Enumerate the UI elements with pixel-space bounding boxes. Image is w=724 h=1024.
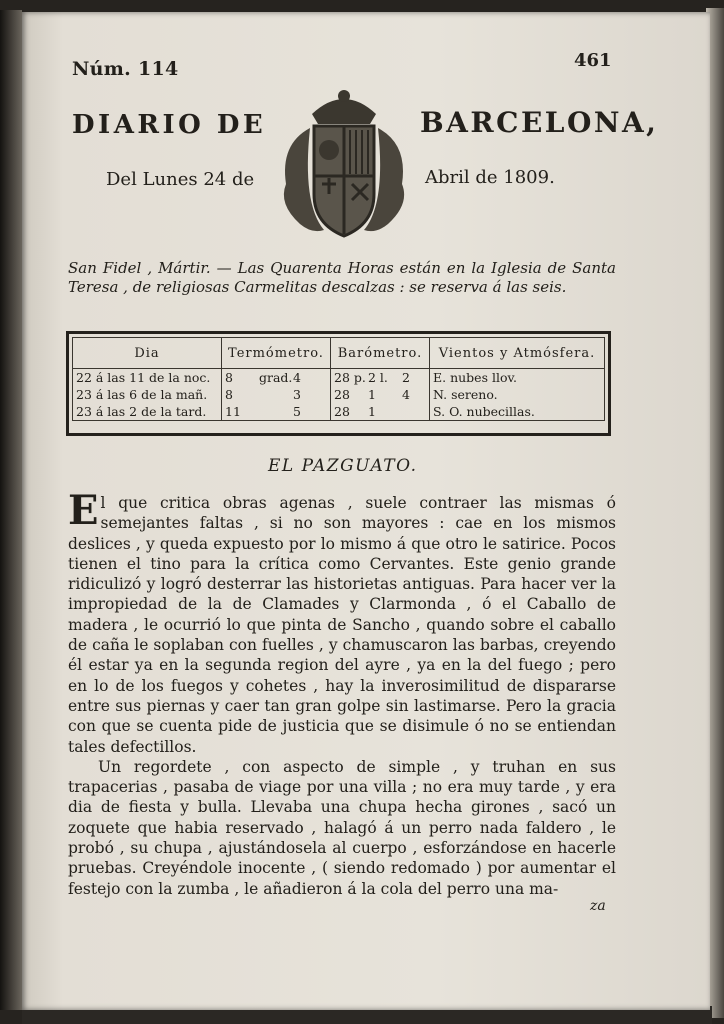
table-row [73, 403, 605, 421]
cell-vientos: S. O. nubecillas. [433, 404, 535, 419]
cell-dia: 22 á las 11 de la noc. [73, 369, 222, 387]
cell-barometro [331, 386, 430, 403]
term-frac: 5 [293, 404, 301, 419]
page-number: 461 [574, 50, 612, 71]
cell-termometro [222, 386, 331, 403]
issue-number: Núm. 114 [72, 58, 179, 80]
term-value: 11 [225, 404, 241, 419]
term-frac: 4 [293, 370, 301, 385]
col-header-termometro: Termómetro. [222, 338, 331, 369]
catchword: za [590, 898, 606, 914]
weather-table [66, 331, 611, 436]
baro-a: 28 [334, 387, 350, 402]
cell-barometro [331, 403, 430, 421]
masthead-title-left: DIARIO DE [72, 110, 267, 140]
drop-cap: E [68, 487, 99, 534]
article-body [68, 487, 616, 899]
cell-dia: 23 á las 6 de la mañ. [73, 386, 222, 403]
date-line-right: Abril de 1809. [425, 167, 555, 188]
baro-c: 2 [402, 370, 410, 385]
baro-b: 1 [368, 404, 376, 419]
baro-b: 2 l. [368, 370, 388, 385]
col-header-vientos: Vientos y Atmósfera. [430, 338, 605, 369]
cell-vientos: E. nubes llov. [433, 370, 518, 385]
baro-b: 1 [368, 387, 376, 402]
paragraph-1-text: l que critica obras agenas , suele contraer las mismas ó semejantes faltas , si no son mayores : cae en los mismos deslices , y queda expuesto por lo mismo á que otro le satirice. Pocos tienen el tino para la crítica como Cervantes. Este genio grande ridiculizó y logró desterrar las historietas antiguas. Para hacer ver la impropiedad de la de Clamades y Clarmonda , ó el Caballo de madera , le ocurrió lo que pinta de Sancho , quando sobre el caballo de caña le soplaban con fuelles , y chamuscaron las barbas, creyendo él estar ya en la segunda region del ayre , ya en la del fuego ; pero en lo de los fuegos y cohetes , hay la inverosimilitud de dispararse entre sus piernas y caer tan gran golpe sin lastimarse. Pero la gracia con que se cuenta pide de justicia que se disimule ó no se entiendan tales defectillos. [68, 494, 616, 756]
term-value: 8 [225, 387, 233, 402]
baro-a: 28 p. [334, 370, 366, 385]
date-line-left: Del Lunes 24 de [106, 169, 255, 190]
saint-of-day-notice: San Fidel , Mártir. — Las Quarenta Horas están en la Iglesia de Santa Teresa , de religiosas Carmelitas descalzas : se reserva á las seis. [68, 259, 616, 296]
coat-of-arms-icon [272, 84, 416, 244]
term-value: 8 [225, 370, 233, 385]
cell-dia: 23 á las 2 de la tard. [73, 403, 222, 421]
term-unit: grad. [259, 370, 293, 385]
cell-vientos: N. sereno. [433, 387, 498, 402]
baro-a: 28 [334, 404, 350, 419]
paragraph-2: Un regordete , con aspecto de simple , y truhan en sus trapacerias , pasaba de viage por una villa ; no era muy tarde , y era dia de fiesta y bulla. Llevaba una chupa hecha girones , sacó un zoquete que habia reservado , halagó á un perro nada faldero , le probó , su chupa , ajustándosela al cuerpo , esforzándose en hacerle pruebas. Creyéndole inocente , ( siendo redomado ) por aumentar el festejo con la zumba , le añadieron á la cola del perro una ma- [68, 757, 616, 898]
col-header-dia: Dia [73, 338, 222, 369]
article-title: EL PAZGUATO. [268, 456, 418, 476]
cell-termometro [222, 369, 331, 387]
paragraph-1 [68, 487, 616, 757]
cell-termometro [222, 403, 331, 421]
term-frac: 3 [293, 387, 301, 402]
baro-c: 4 [402, 387, 410, 402]
table-row [73, 369, 605, 387]
masthead-title-right: BARCELONA, [420, 106, 659, 139]
cell-barometro [331, 369, 430, 387]
book-spine-edge [0, 10, 22, 1010]
table-row [73, 386, 605, 403]
col-header-barometro: Barómetro. [331, 338, 430, 369]
